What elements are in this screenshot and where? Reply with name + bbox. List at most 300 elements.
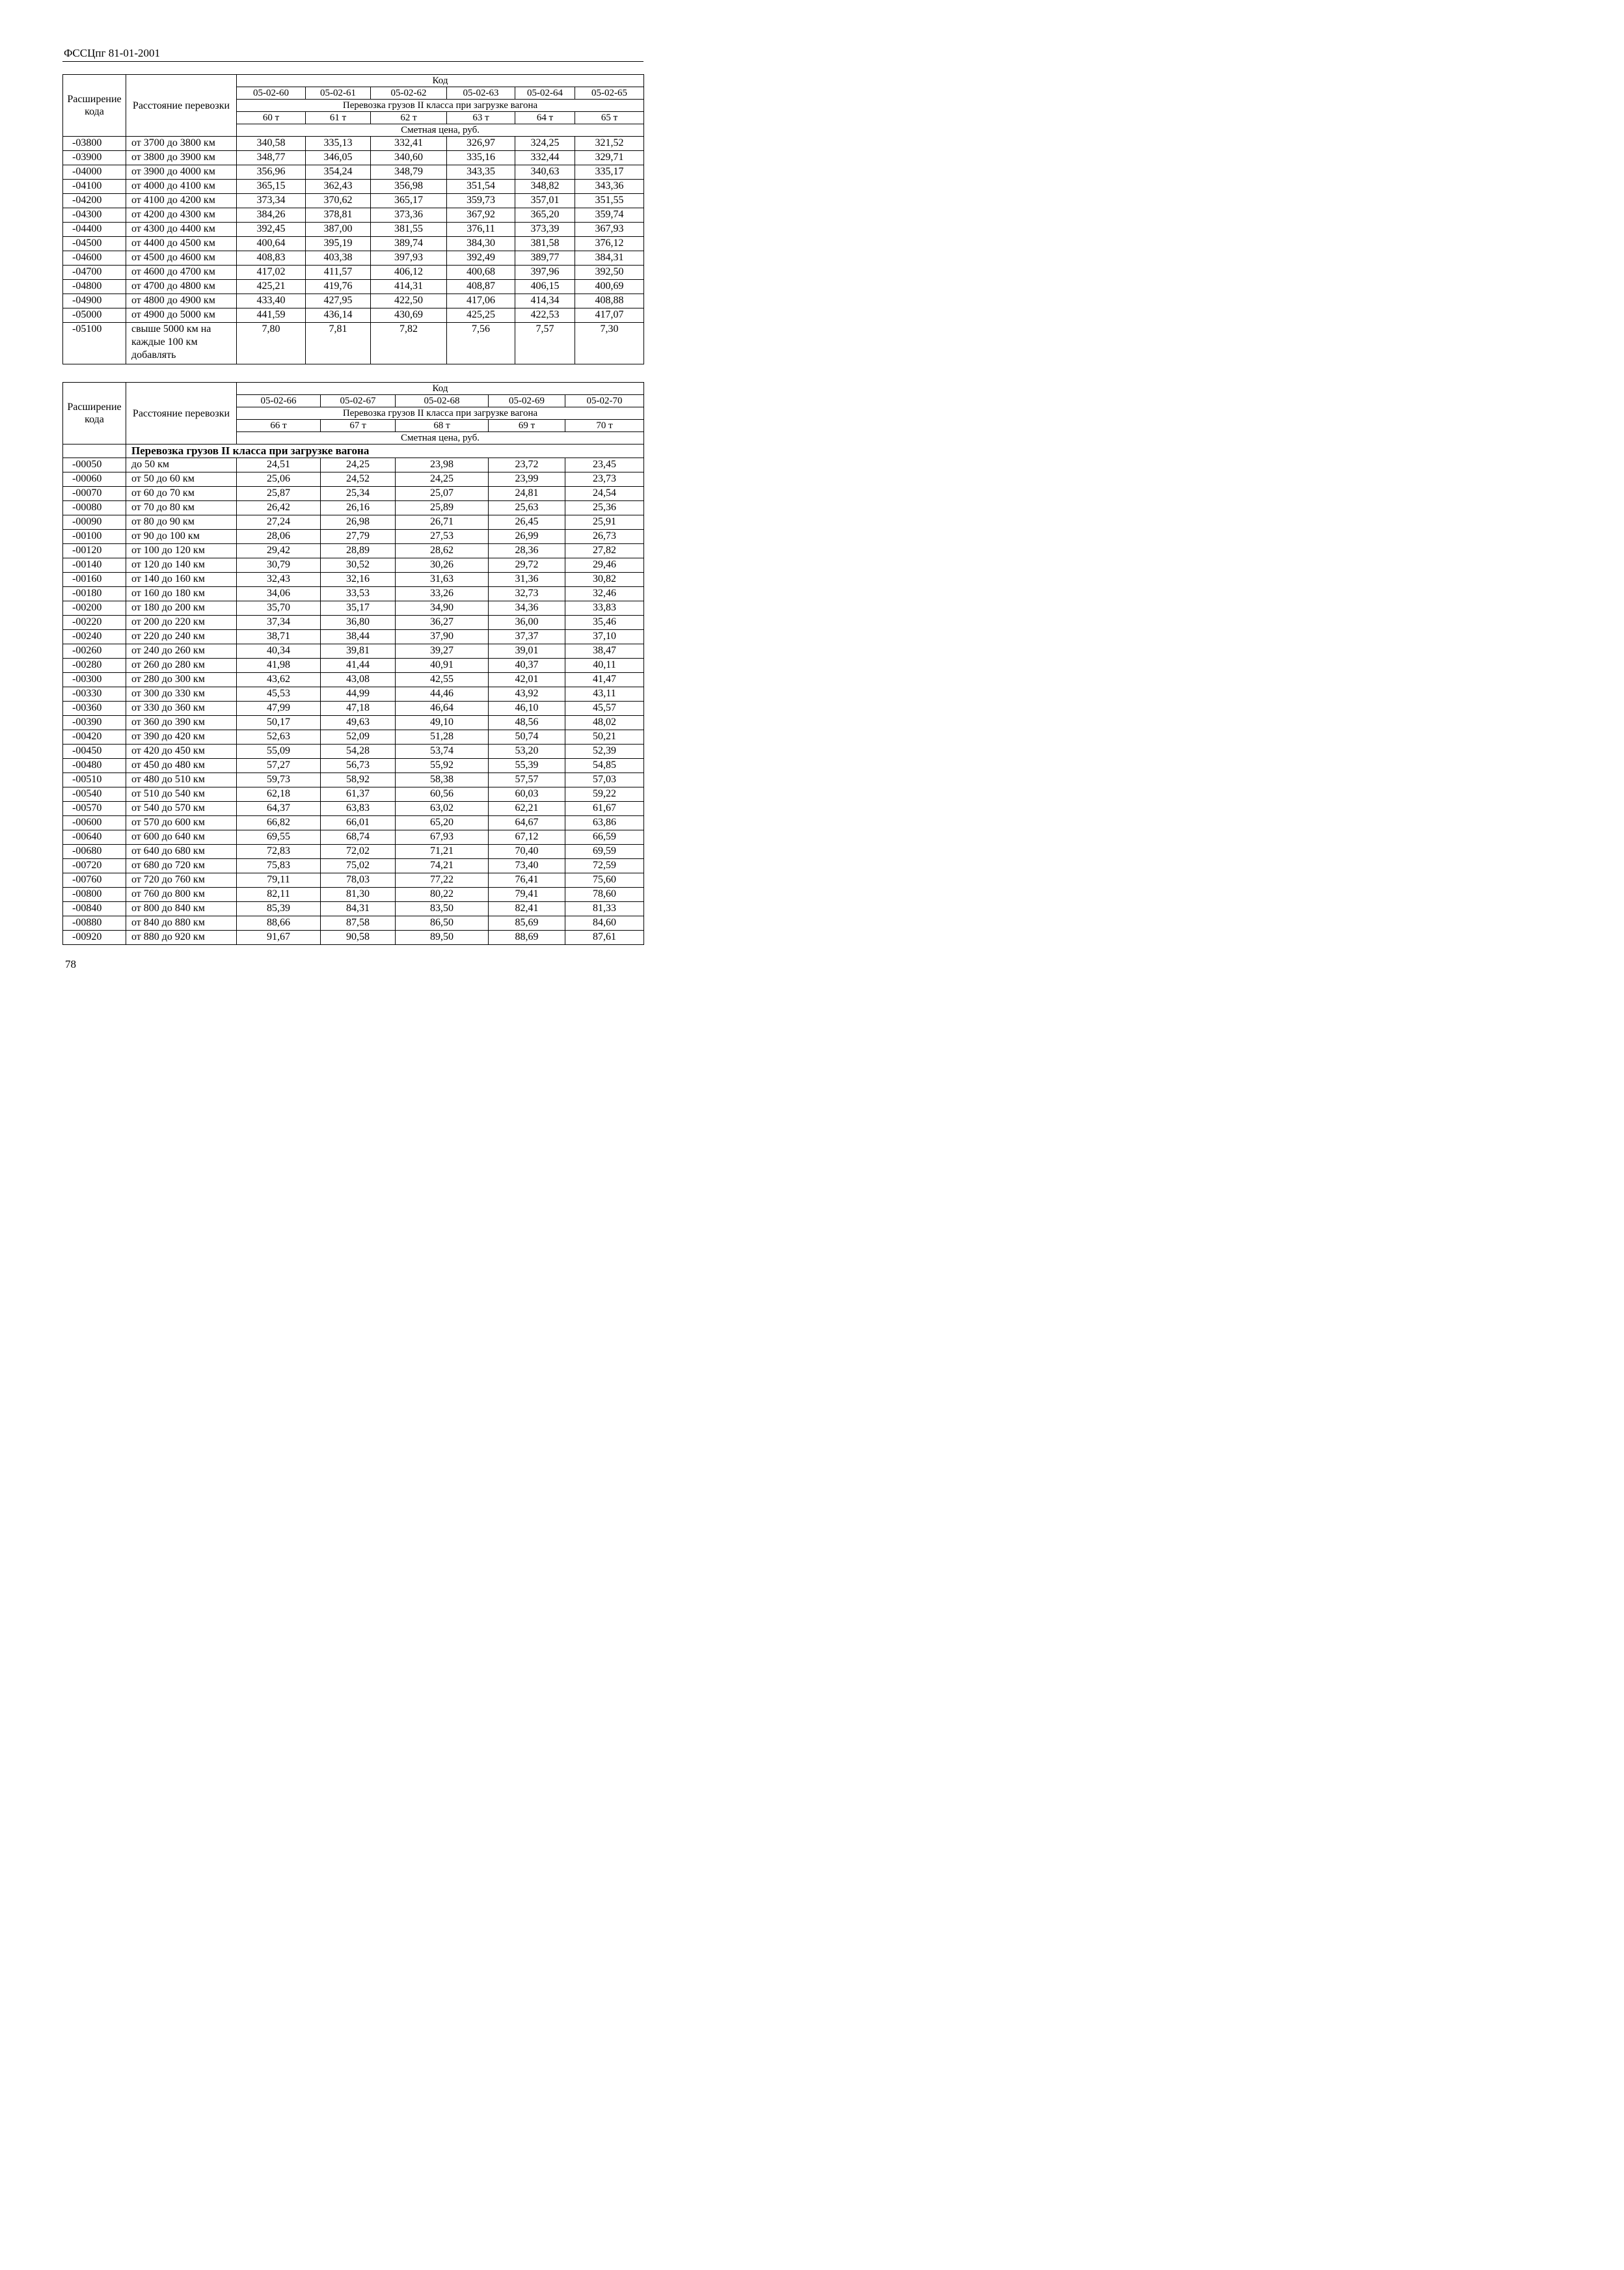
price-cell: 329,71 xyxy=(575,151,644,165)
price-cell: 400,69 xyxy=(575,280,644,294)
row-code: -00060 xyxy=(63,472,126,487)
price-cell: 7,81 xyxy=(306,323,371,364)
price-cell: 23,72 xyxy=(489,458,565,472)
price-cell: 52,39 xyxy=(565,745,644,759)
price-cell: 80,22 xyxy=(396,888,489,902)
table-row xyxy=(63,673,644,687)
price-cell: 376,11 xyxy=(447,223,515,237)
row-distance: от 4800 до 4900 км xyxy=(126,294,237,308)
row-distance: от 70 до 80 км xyxy=(126,501,237,515)
price-cell: 356,98 xyxy=(371,180,447,194)
row-distance: от 100 до 120 км xyxy=(126,544,237,558)
table-row xyxy=(63,931,644,945)
table-row xyxy=(63,251,644,266)
price-cell: 30,52 xyxy=(321,558,396,573)
price-cell: 23,73 xyxy=(565,472,644,487)
price-cell: 367,92 xyxy=(447,208,515,223)
price-cell: 87,61 xyxy=(565,931,644,945)
price-cell: 42,01 xyxy=(489,673,565,687)
row-distance: от 200 до 220 км xyxy=(126,616,237,630)
price-cell: 26,73 xyxy=(565,530,644,544)
price-cell: 37,37 xyxy=(489,630,565,644)
price-cell: 414,34 xyxy=(515,294,575,308)
row-code: -00160 xyxy=(63,573,126,587)
table-row xyxy=(63,165,644,180)
price-cell: 7,57 xyxy=(515,323,575,364)
row-distance: от 3700 до 3800 км xyxy=(126,137,237,151)
load-header: 62 т xyxy=(371,112,447,124)
price-cell: 34,06 xyxy=(237,587,321,601)
price-cell: 57,27 xyxy=(237,759,321,773)
price-cell: 44,99 xyxy=(321,687,396,702)
table-row xyxy=(63,601,644,616)
row-distance: от 4400 до 4500 км xyxy=(126,237,237,251)
price-header: Сметная цена, руб. xyxy=(237,432,644,444)
price-cell: 73,40 xyxy=(489,859,565,873)
price-cell: 58,92 xyxy=(321,773,396,787)
price-cell: 42,55 xyxy=(396,673,489,687)
price-cell: 335,16 xyxy=(447,151,515,165)
price-cell: 72,83 xyxy=(237,845,321,859)
row-distance: от 4300 до 4400 км xyxy=(126,223,237,237)
price-cell: 348,82 xyxy=(515,180,575,194)
table-row xyxy=(63,458,644,472)
row-distance: от 4200 до 4300 км xyxy=(126,208,237,223)
price-cell: 47,18 xyxy=(321,702,396,716)
table-row xyxy=(63,859,644,873)
row-code: -00360 xyxy=(63,702,126,716)
price-cell: 90,58 xyxy=(321,931,396,945)
price-cell: 63,83 xyxy=(321,802,396,816)
price-cell: 26,71 xyxy=(396,515,489,530)
row-code: -00760 xyxy=(63,873,126,888)
price-cell: 392,45 xyxy=(237,223,306,237)
price-cell: 50,74 xyxy=(489,730,565,745)
row-distance: от 330 до 360 км xyxy=(126,702,237,716)
table-row xyxy=(63,266,644,280)
table-row xyxy=(63,194,644,208)
price-cell: 381,55 xyxy=(371,223,447,237)
table-row xyxy=(63,802,644,816)
price-cell: 43,11 xyxy=(565,687,644,702)
price-cell: 44,46 xyxy=(396,687,489,702)
price-cell: 47,99 xyxy=(237,702,321,716)
row-code: -04900 xyxy=(63,294,126,308)
load-header: 60 т xyxy=(237,112,306,124)
row-distance: от 840 до 880 км xyxy=(126,916,237,931)
price-cell: 351,54 xyxy=(447,180,515,194)
table-row xyxy=(63,730,644,745)
price-cell: 31,36 xyxy=(489,573,565,587)
load-header: 67 т xyxy=(321,420,396,432)
header-rule xyxy=(62,61,643,62)
price-cell: 39,27 xyxy=(396,644,489,659)
table-row xyxy=(63,151,644,165)
price-cell: 63,02 xyxy=(396,802,489,816)
price-cell: 57,57 xyxy=(489,773,565,787)
price-cell: 59,73 xyxy=(237,773,321,787)
price-cell: 81,33 xyxy=(565,902,644,916)
section-blank-cell xyxy=(63,444,126,458)
price-cell: 48,56 xyxy=(489,716,565,730)
price-cell: 60,56 xyxy=(396,787,489,802)
price-header: Сметная цена, руб. xyxy=(237,124,644,137)
price-table-1 xyxy=(62,74,644,364)
price-cell: 40,11 xyxy=(565,659,644,673)
price-cell: 419,76 xyxy=(306,280,371,294)
price-cell: 34,36 xyxy=(489,601,565,616)
price-cell: 441,59 xyxy=(237,308,306,323)
price-cell: 430,69 xyxy=(371,308,447,323)
row-code: -00200 xyxy=(63,601,126,616)
price-cell: 7,80 xyxy=(237,323,306,364)
price-cell: 77,22 xyxy=(396,873,489,888)
row-distance: от 480 до 510 км xyxy=(126,773,237,787)
price-cell: 25,36 xyxy=(565,501,644,515)
price-cell: 72,59 xyxy=(565,859,644,873)
price-cell: 67,12 xyxy=(489,830,565,845)
price-cell: 321,52 xyxy=(575,137,644,151)
price-cell: 55,09 xyxy=(237,745,321,759)
price-cell: 37,10 xyxy=(565,630,644,644)
price-cell: 25,87 xyxy=(237,487,321,501)
table-row xyxy=(63,759,644,773)
price-cell: 324,25 xyxy=(515,137,575,151)
price-cell: 26,99 xyxy=(489,530,565,544)
price-cell: 82,11 xyxy=(237,888,321,902)
table-row xyxy=(63,644,644,659)
row-code: -00920 xyxy=(63,931,126,945)
price-cell: 58,38 xyxy=(396,773,489,787)
price-cell: 406,15 xyxy=(515,280,575,294)
row-distance: от 140 до 160 км xyxy=(126,573,237,587)
row-code: -00220 xyxy=(63,616,126,630)
row-distance: от 800 до 840 км xyxy=(126,902,237,916)
table-row xyxy=(63,687,644,702)
price-cell: 27,82 xyxy=(565,544,644,558)
row-distance: от 60 до 70 км xyxy=(126,487,237,501)
row-distance: от 180 до 200 км xyxy=(126,601,237,616)
price-cell: 427,95 xyxy=(306,294,371,308)
price-cell: 26,42 xyxy=(237,501,321,515)
row-distance: от 680 до 720 км xyxy=(126,859,237,873)
table-row xyxy=(63,137,644,151)
price-cell: 27,24 xyxy=(237,515,321,530)
price-cell: 89,50 xyxy=(396,931,489,945)
price-cell: 387,00 xyxy=(306,223,371,237)
load-header: 61 т xyxy=(306,112,371,124)
price-cell: 53,20 xyxy=(489,745,565,759)
row-distance: от 300 до 330 км xyxy=(126,687,237,702)
price-cell: 29,72 xyxy=(489,558,565,573)
row-distance: от 260 до 280 км xyxy=(126,659,237,673)
table-row xyxy=(63,816,644,830)
price-cell: 59,22 xyxy=(565,787,644,802)
row-code: -00450 xyxy=(63,745,126,759)
code-header: 05-02-62 xyxy=(371,87,447,100)
row-distance: от 3900 до 4000 км xyxy=(126,165,237,180)
table-row xyxy=(63,902,644,916)
price-cell: 31,63 xyxy=(396,573,489,587)
price-cell: 417,07 xyxy=(575,308,644,323)
price-cell: 34,90 xyxy=(396,601,489,616)
price-cell: 392,49 xyxy=(447,251,515,266)
load-header: 69 т xyxy=(489,420,565,432)
price-cell: 354,24 xyxy=(306,165,371,180)
price-cell: 43,08 xyxy=(321,673,396,687)
row-distance: от 390 до 420 км xyxy=(126,730,237,745)
price-cell: 37,34 xyxy=(237,616,321,630)
table-row xyxy=(63,787,644,802)
row-code: -04800 xyxy=(63,280,126,294)
table-row xyxy=(63,280,644,294)
price-cell: 25,63 xyxy=(489,501,565,515)
price-cell: 25,89 xyxy=(396,501,489,515)
code-header: 05-02-61 xyxy=(306,87,371,100)
price-cell: 69,55 xyxy=(237,830,321,845)
price-cell: 400,64 xyxy=(237,237,306,251)
price-cell: 41,98 xyxy=(237,659,321,673)
price-cell: 351,55 xyxy=(575,194,644,208)
table-row xyxy=(63,773,644,787)
price-cell: 436,14 xyxy=(306,308,371,323)
price-cell: 75,83 xyxy=(237,859,321,873)
price-cell: 64,67 xyxy=(489,816,565,830)
code-header: 05-02-63 xyxy=(447,87,515,100)
price-cell: 76,41 xyxy=(489,873,565,888)
row-code: -00080 xyxy=(63,501,126,515)
price-cell: 57,03 xyxy=(565,773,644,787)
price-cell: 433,40 xyxy=(237,294,306,308)
price-cell: 373,39 xyxy=(515,223,575,237)
row-code: -00090 xyxy=(63,515,126,530)
price-cell: 373,34 xyxy=(237,194,306,208)
price-cell: 55,92 xyxy=(396,759,489,773)
price-cell: 39,01 xyxy=(489,644,565,659)
load-header: 68 т xyxy=(396,420,489,432)
price-cell: 340,60 xyxy=(371,151,447,165)
price-cell: 78,60 xyxy=(565,888,644,902)
price-cell: 61,37 xyxy=(321,787,396,802)
row-code: -00600 xyxy=(63,816,126,830)
transport-header: Перевозка грузов II класса при загрузке вагона xyxy=(237,100,644,112)
price-cell: 26,16 xyxy=(321,501,396,515)
document-header: ФССЦпг 81-01-2001 xyxy=(64,47,161,59)
table-row xyxy=(63,616,644,630)
row-distance: до 50 км xyxy=(126,458,237,472)
price-cell: 83,50 xyxy=(396,902,489,916)
price-cell: 343,35 xyxy=(447,165,515,180)
price-cell: 75,60 xyxy=(565,873,644,888)
price-cell: 60,03 xyxy=(489,787,565,802)
price-cell: 359,73 xyxy=(447,194,515,208)
price-cell: 384,26 xyxy=(237,208,306,223)
price-cell: 403,38 xyxy=(306,251,371,266)
row-distance: от 4100 до 4200 км xyxy=(126,194,237,208)
table-row xyxy=(63,630,644,644)
load-header: 64 т xyxy=(515,112,575,124)
row-code: -00100 xyxy=(63,530,126,544)
price-cell: 53,74 xyxy=(396,745,489,759)
price-cell: 43,62 xyxy=(237,673,321,687)
price-cell: 79,41 xyxy=(489,888,565,902)
row-code: -04700 xyxy=(63,266,126,280)
price-cell: 348,77 xyxy=(237,151,306,165)
col-header-extension: Расширение кода xyxy=(63,75,126,137)
code-header: 05-02-68 xyxy=(396,395,489,407)
table-row xyxy=(63,745,644,759)
table-row xyxy=(63,830,644,845)
price-cell: 66,59 xyxy=(565,830,644,845)
price-cell: 56,73 xyxy=(321,759,396,773)
price-cell: 30,82 xyxy=(565,573,644,587)
price-cell: 28,89 xyxy=(321,544,396,558)
price-cell: 35,17 xyxy=(321,601,396,616)
price-cell: 23,45 xyxy=(565,458,644,472)
price-cell: 397,93 xyxy=(371,251,447,266)
row-code: -04000 xyxy=(63,165,126,180)
price-cell: 340,58 xyxy=(237,137,306,151)
price-cell: 65,20 xyxy=(396,816,489,830)
table-row xyxy=(63,916,644,931)
table-row xyxy=(63,501,644,515)
row-distance: от 220 до 240 км xyxy=(126,630,237,644)
col-header-distance: Расстояние перевозки xyxy=(126,383,237,444)
table-row xyxy=(63,530,644,544)
code-header: 05-02-69 xyxy=(489,395,565,407)
price-cell: 52,63 xyxy=(237,730,321,745)
price-cell: 381,58 xyxy=(515,237,575,251)
row-distance: от 90 до 100 км xyxy=(126,530,237,544)
load-header: 65 т xyxy=(575,112,644,124)
load-header: 70 т xyxy=(565,420,644,432)
code-header: 05-02-67 xyxy=(321,395,396,407)
row-distance: от 880 до 920 км xyxy=(126,931,237,945)
row-code: -04400 xyxy=(63,223,126,237)
price-cell: 425,25 xyxy=(447,308,515,323)
price-cell: 29,46 xyxy=(565,558,644,573)
row-distance: от 420 до 450 км xyxy=(126,745,237,759)
price-cell: 46,64 xyxy=(396,702,489,716)
price-cell: 28,62 xyxy=(396,544,489,558)
price-cell: 24,81 xyxy=(489,487,565,501)
price-cell: 348,79 xyxy=(371,165,447,180)
price-cell: 41,44 xyxy=(321,659,396,673)
price-cell: 66,01 xyxy=(321,816,396,830)
price-cell: 35,70 xyxy=(237,601,321,616)
row-code: -00800 xyxy=(63,888,126,902)
price-cell: 39,81 xyxy=(321,644,396,659)
price-cell: 26,98 xyxy=(321,515,396,530)
row-code: -00140 xyxy=(63,558,126,573)
price-cell: 362,43 xyxy=(306,180,371,194)
price-cell: 392,50 xyxy=(575,266,644,280)
price-cell: 52,09 xyxy=(321,730,396,745)
row-distance: от 240 до 260 км xyxy=(126,644,237,659)
row-code: -00120 xyxy=(63,544,126,558)
row-code: -00180 xyxy=(63,587,126,601)
price-cell: 91,67 xyxy=(237,931,321,945)
row-code: -00240 xyxy=(63,630,126,644)
price-cell: 370,62 xyxy=(306,194,371,208)
price-cell: 406,12 xyxy=(371,266,447,280)
price-cell: 54,85 xyxy=(565,759,644,773)
row-distance: от 640 до 680 км xyxy=(126,845,237,859)
price-cell: 84,31 xyxy=(321,902,396,916)
price-cell: 25,34 xyxy=(321,487,396,501)
table-2-body xyxy=(63,458,644,945)
code-header: 05-02-66 xyxy=(237,395,321,407)
table-row xyxy=(63,573,644,587)
table-row xyxy=(63,223,644,237)
row-code: -04200 xyxy=(63,194,126,208)
page-number: 78 xyxy=(65,958,76,970)
price-cell: 389,74 xyxy=(371,237,447,251)
price-cell: 33,53 xyxy=(321,587,396,601)
price-cell: 50,17 xyxy=(237,716,321,730)
col-header-distance: Расстояние перевозки xyxy=(126,75,237,137)
price-cell: 422,50 xyxy=(371,294,447,308)
price-cell: 38,71 xyxy=(237,630,321,644)
row-distance: от 360 до 390 км xyxy=(126,716,237,730)
price-cell: 7,56 xyxy=(447,323,515,364)
price-cell: 28,36 xyxy=(489,544,565,558)
price-cell: 384,30 xyxy=(447,237,515,251)
price-cell: 71,21 xyxy=(396,845,489,859)
price-cell: 425,21 xyxy=(237,280,306,294)
load-header: 66 т xyxy=(237,420,321,432)
price-cell: 45,53 xyxy=(237,687,321,702)
row-code: -04600 xyxy=(63,251,126,266)
price-cell: 7,30 xyxy=(575,323,644,364)
price-cell: 32,43 xyxy=(237,573,321,587)
price-cell: 70,40 xyxy=(489,845,565,859)
price-cell: 62,21 xyxy=(489,802,565,816)
price-cell: 356,96 xyxy=(237,165,306,180)
row-distance: от 4700 до 4800 км xyxy=(126,280,237,294)
table-row xyxy=(63,544,644,558)
price-cell: 33,26 xyxy=(396,587,489,601)
price-cell: 84,60 xyxy=(565,916,644,931)
price-cell: 395,19 xyxy=(306,237,371,251)
price-cell: 29,42 xyxy=(237,544,321,558)
table-row xyxy=(63,659,644,673)
price-cell: 411,57 xyxy=(306,266,371,280)
price-cell: 417,02 xyxy=(237,266,306,280)
price-cell: 85,39 xyxy=(237,902,321,916)
price-cell: 340,63 xyxy=(515,165,575,180)
table-row xyxy=(63,180,644,194)
row-distance: от 760 до 800 км xyxy=(126,888,237,902)
row-code: -00880 xyxy=(63,916,126,931)
load-header: 63 т xyxy=(447,112,515,124)
price-cell: 72,02 xyxy=(321,845,396,859)
table-row xyxy=(63,308,644,323)
price-cell: 30,79 xyxy=(237,558,321,573)
price-cell: 414,31 xyxy=(371,280,447,294)
price-cell: 51,28 xyxy=(396,730,489,745)
price-cell: 67,93 xyxy=(396,830,489,845)
price-table-2 xyxy=(62,382,644,945)
price-cell: 357,01 xyxy=(515,194,575,208)
price-cell: 45,57 xyxy=(565,702,644,716)
price-cell: 40,37 xyxy=(489,659,565,673)
price-cell: 25,06 xyxy=(237,472,321,487)
price-cell: 365,20 xyxy=(515,208,575,223)
price-cell: 32,73 xyxy=(489,587,565,601)
row-code: -00570 xyxy=(63,802,126,816)
price-cell: 24,25 xyxy=(321,458,396,472)
